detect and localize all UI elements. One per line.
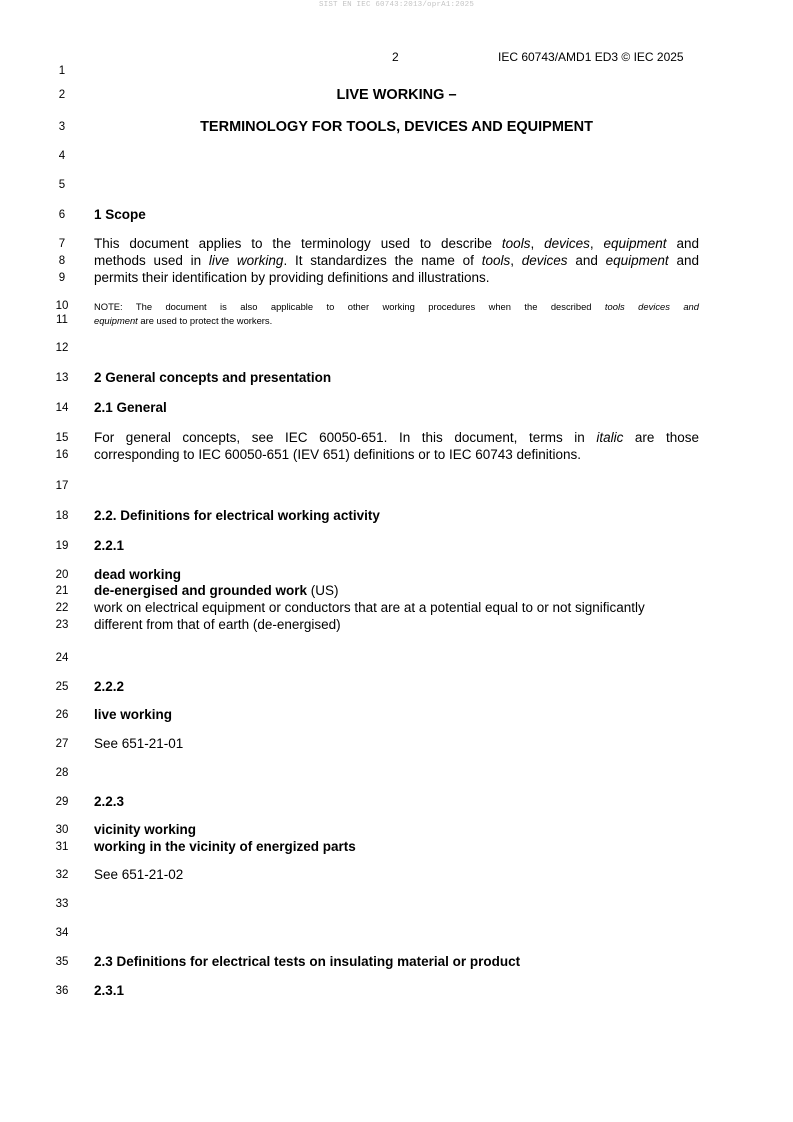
line-number: 9 <box>58 272 66 284</box>
line-number: 10 <box>55 300 69 312</box>
line-number: 4 <box>58 150 66 162</box>
line-number: 24 <box>55 652 69 664</box>
scope-paragraph-line-2: methods used in live working. It standardizes the name of tools, devices and equipment and <box>94 253 699 268</box>
line-number: 6 <box>58 209 66 221</box>
line-number: 2 <box>58 89 66 101</box>
term-number: 2.2.3 <box>94 794 125 809</box>
scope-paragraph-line-1: This document applies to the terminology used to describe tools, devices, equipment and <box>94 236 699 251</box>
term-working-in-vicinity: working in the vicinity of energized parts <box>94 839 356 854</box>
line-number: 12 <box>55 342 69 354</box>
line-number: 25 <box>55 681 69 693</box>
title-line-1: LIVE WORKING – <box>336 87 457 103</box>
scope-note-line-1: NOTE: The document is also applicable to other working procedures when the described tools devices and <box>94 301 699 312</box>
line-number: 17 <box>55 480 69 492</box>
line-number: 5 <box>58 179 66 191</box>
line-number: 18 <box>55 510 69 522</box>
general-paragraph-line-2: corresponding to IEC 60050-651 (IEV 651) definitions or to IEC 60743 definitions. <box>94 447 582 462</box>
line-number: 36 <box>55 985 69 997</box>
line-number: 31 <box>55 841 69 853</box>
scope-heading: 1 Scope <box>94 207 146 222</box>
line-number: 32 <box>55 869 69 881</box>
title-line-2: TERMINOLOGY FOR TOOLS, DEVICES AND EQUIPMENT <box>200 119 593 135</box>
line-number: 30 <box>55 824 69 836</box>
term-vicinity-working: vicinity working <box>94 822 197 837</box>
line-number: 8 <box>58 255 66 267</box>
general-paragraph-line-1: For general concepts, see IEC 60050-651. In this document, terms in italic are those <box>94 430 699 445</box>
term-number: 2.2.1 <box>94 538 125 553</box>
line-number: 22 <box>55 602 69 614</box>
term-dead-working: dead working <box>94 567 182 582</box>
line-number: 16 <box>55 449 69 461</box>
scope-paragraph-line-3: permits their identification by providing definitions and illustrations. <box>94 270 490 285</box>
line-number: 33 <box>55 898 69 910</box>
term-number: 2.3.1 <box>94 983 125 998</box>
line-number: 21 <box>55 585 69 597</box>
page-number: 2 <box>392 50 399 64</box>
watermark: SIST EN IEC 60743:2013/oprA1:2025 <box>318 1 475 9</box>
document-reference: IEC 60743/AMD1 ED3 © IEC 2025 <box>498 50 684 64</box>
electrical-tests-heading: 2.3 Definitions for electrical tests on insulating material or product <box>94 954 521 969</box>
line-number: 14 <box>55 402 69 414</box>
electrical-working-heading: 2.2. Definitions for electrical working activity <box>94 508 380 523</box>
line-number: 19 <box>55 540 69 552</box>
line-number: 26 <box>55 709 69 721</box>
general-concepts-heading: 2 General concepts and presentation <box>94 370 332 385</box>
term-de-energised-grounded-work: de-energised and grounded work (US) <box>94 583 339 598</box>
line-number: 1 <box>58 65 66 77</box>
definition-reference: See 651-21-01 <box>94 736 184 751</box>
line-number: 27 <box>55 738 69 750</box>
line-number: 15 <box>55 432 69 444</box>
line-number: 34 <box>55 927 69 939</box>
line-number: 28 <box>55 767 69 779</box>
term-live-working: live working <box>94 707 173 722</box>
term-number: 2.2.2 <box>94 679 125 694</box>
line-number: 11 <box>56 314 68 326</box>
scope-note-line-2: equipment are used to protect the workers. <box>94 315 273 326</box>
definition-line: different from that of earth (de-energised) <box>94 617 341 632</box>
line-number: 7 <box>58 238 66 250</box>
line-number: 20 <box>55 569 69 581</box>
general-subheading: 2.1 General <box>94 400 167 415</box>
definition-line: work on electrical equipment or conductors that are at a potential equal to or not significantly <box>94 600 645 615</box>
line-number: 35 <box>55 956 69 968</box>
line-number: 23 <box>55 619 69 631</box>
definition-reference: See 651-21-02 <box>94 867 184 882</box>
line-number: 3 <box>58 121 66 133</box>
line-number: 29 <box>55 796 69 808</box>
line-number: 13 <box>55 372 69 384</box>
